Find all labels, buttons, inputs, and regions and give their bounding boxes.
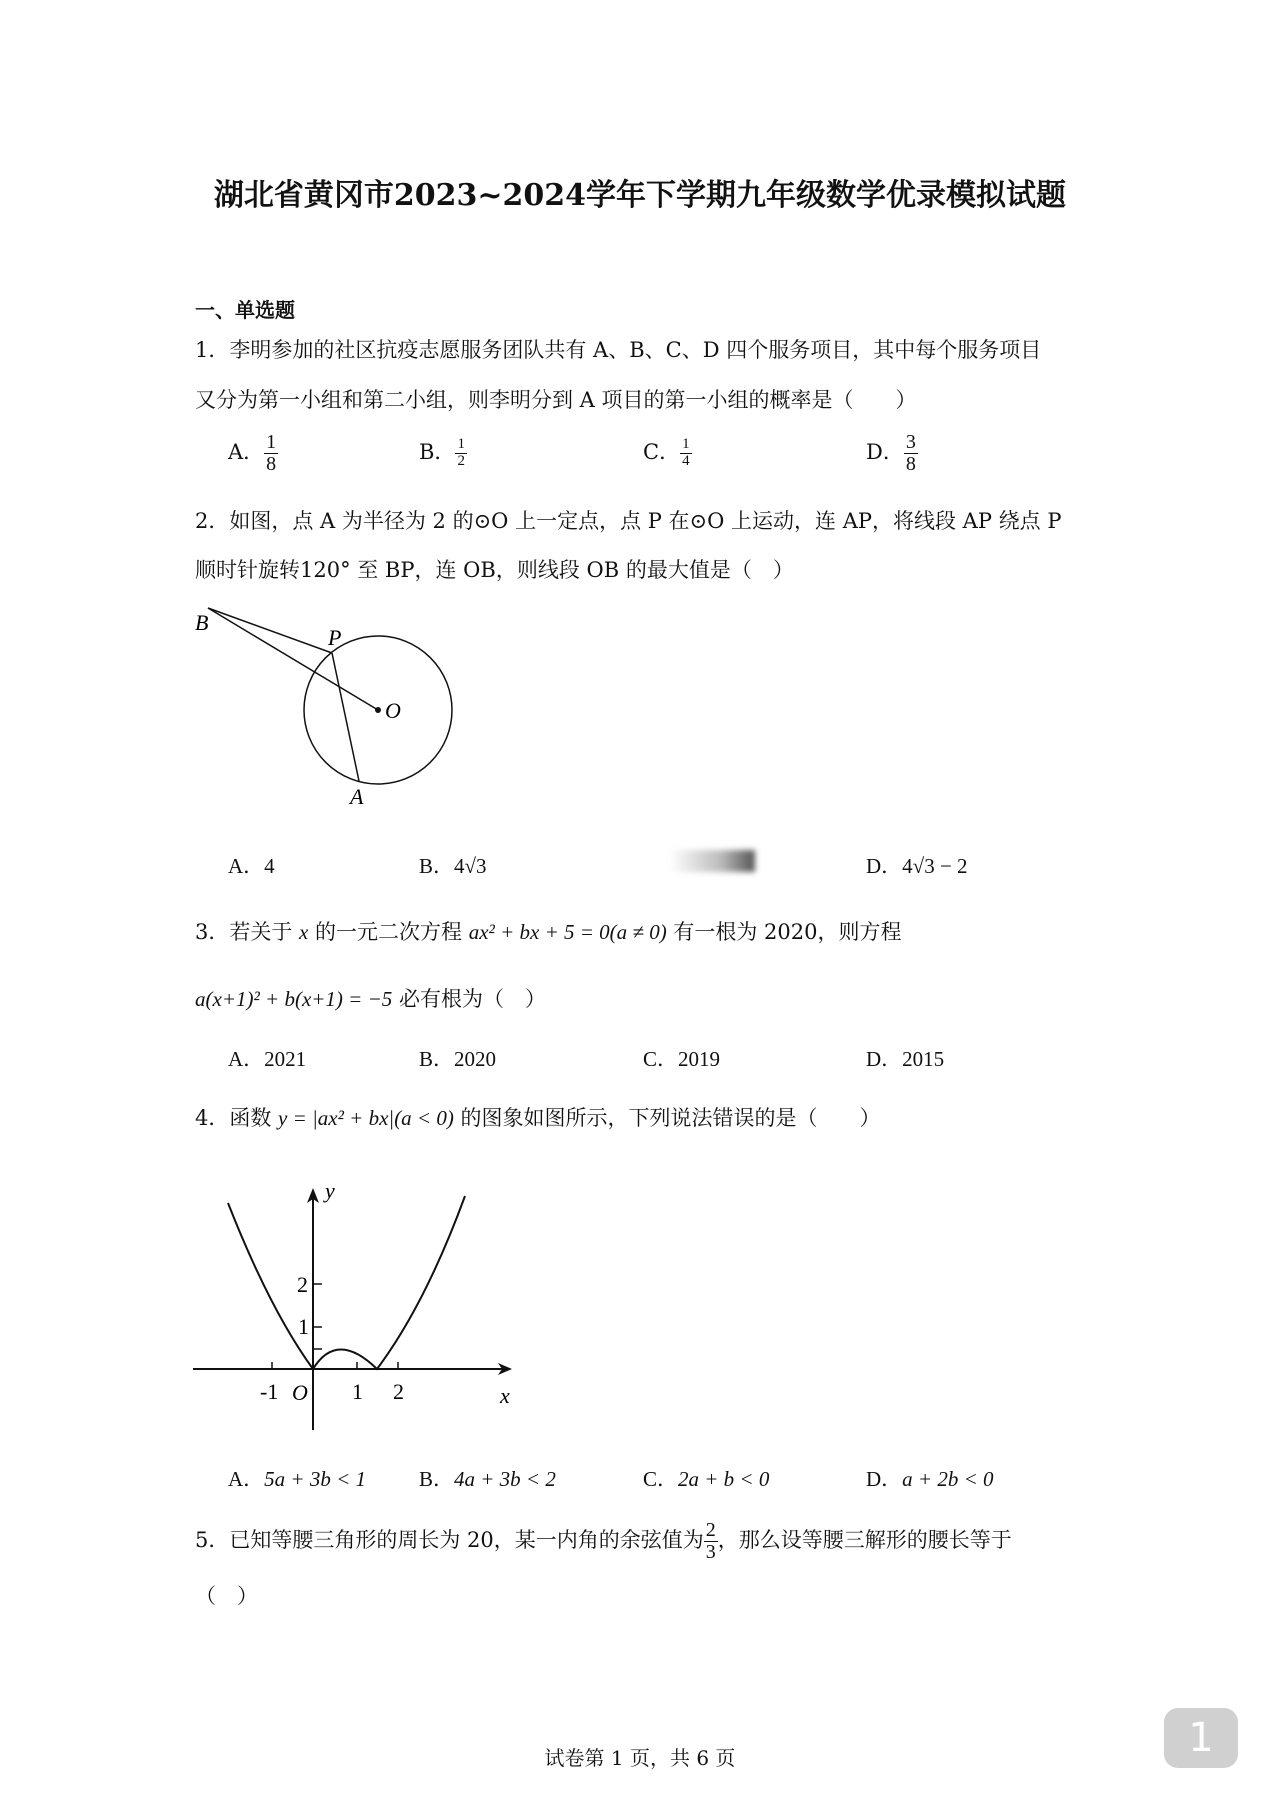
- q1-option-d: D． $\frac{3}{8}$: [866, 431, 916, 475]
- q3-option-b: B．2020: [419, 1047, 497, 1071]
- q4-option-d: D．a + 2b < 0: [866, 1467, 994, 1491]
- q4-line1: 4．函数 y = |ax² + bx|(a < 0) 的图象如图所示，下列说法错误的是（ ）: [195, 1106, 881, 1130]
- curve: [228, 1196, 465, 1369]
- q1-option-b: B． $\frac{1}{2}$: [419, 436, 465, 469]
- label-origin: O: [292, 1380, 308, 1405]
- q1-option-c: C． $\frac{1}{4}$: [643, 436, 690, 469]
- label-o: O: [385, 698, 401, 723]
- tick-x2: 2: [393, 1379, 404, 1404]
- q3-line1: 3．若关于 x 的一元二次方程 ax² + bx + 5 = 0(a ≠ 0) 有一根为 2020，则方程: [195, 920, 902, 944]
- exam-title: 湖北省黄冈市2023~2024学年下学期九年级数学优录模拟试题: [213, 178, 1067, 213]
- tick-y2: 2: [297, 1272, 308, 1297]
- tick-x1: 1: [352, 1379, 363, 1404]
- q2-option-a: A．4: [228, 854, 275, 878]
- q3-line2: a(x+1)² + b(x+1) = −5 必有根为（ ）: [195, 987, 546, 1011]
- q3-option-a: A．2021: [228, 1047, 307, 1071]
- label-x: x: [500, 1383, 510, 1408]
- label-p: P: [328, 625, 342, 650]
- q3-option-d: D．2015: [866, 1047, 945, 1071]
- q1-line2: 又分为第一小组和第二小组，则李明分到 A 项目的第一小组的概率是（ ）: [195, 388, 917, 412]
- q2-option-b: B．4√3: [419, 854, 487, 878]
- section-heading: 一、单选题: [195, 298, 295, 322]
- q3-option-c: C．2019: [643, 1047, 721, 1071]
- tick-neg1: -1: [260, 1379, 279, 1404]
- q1-line1: 1．李明参加的社区抗疫志愿服务团队共有 A、B、C、D 四个服务项目，其中每个服务项目: [195, 338, 1042, 362]
- q4-option-b: B．4a + 3b < 2: [419, 1467, 556, 1491]
- q4-option-a: A．5a + 3b < 1: [228, 1467, 367, 1491]
- q5-line2: （ ）: [195, 1584, 258, 1608]
- q5-line1: 5．已知等腰三角形的周长为 20，某一内角的余弦值为 $\frac{2}{3}$ ，那么设等腰三解形的腰长等于: [195, 1519, 1012, 1563]
- q2-option-d: D．4√3 − 2: [866, 854, 968, 878]
- q1-option-a: A． $\frac{1}{8}$: [228, 431, 277, 475]
- page-number-badge[interactable]: 1: [1164, 1708, 1238, 1768]
- tick-y1: 1: [298, 1314, 309, 1339]
- q2-line2: 顺时针旋转120° 至 BP，连 OB，则线段 OB 的最大值是（ ）: [195, 558, 794, 582]
- label-b: B: [195, 610, 209, 635]
- label-a: A: [350, 784, 364, 809]
- q2-line1: 2．如图，点 A 为半径为 2 的⊙O 上一定点，点 P 在⊙O 上运动，连 AP，将线段 AP 绕点 P: [195, 509, 1062, 533]
- label-y: y: [325, 1178, 335, 1203]
- q4-option-c: C．2a + b < 0: [643, 1467, 770, 1491]
- page-footer: 试卷第 1 页，共 6 页: [544, 1746, 736, 1770]
